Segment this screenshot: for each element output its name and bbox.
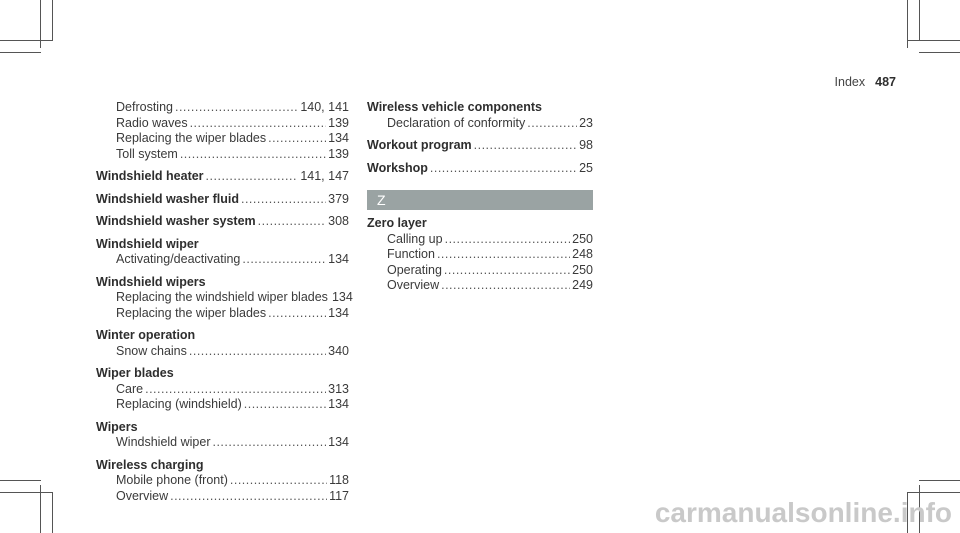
entry-label: Mobile phone (front) [116, 473, 228, 487]
page-reference[interactable]: 134 [328, 131, 349, 145]
index-subentry [367, 247, 593, 263]
index-subentry [96, 397, 349, 413]
entry-label: Winter operation [96, 328, 196, 342]
page-reference[interactable]: 134 [328, 252, 349, 266]
page-reference[interactable]: 134 [331, 290, 353, 304]
page-reference[interactable]: 118 [329, 473, 349, 487]
entry-label: Snow chains [116, 343, 187, 358]
page-reference[interactable]: 117 [329, 488, 349, 503]
entry-label: Zero layer [367, 216, 427, 230]
index-entry-heading [96, 214, 349, 230]
page-reference[interactable]: 98 [579, 138, 593, 152]
entry-label: Calling up [387, 231, 443, 246]
crop-mark [52, 493, 53, 533]
entry-label: Function [387, 247, 435, 261]
entry-label: Replacing the wiper blades [116, 131, 267, 145]
index-subentry [96, 100, 349, 116]
page-reference[interactable]: 141, 147 [300, 169, 349, 183]
entry-label: Replacing the windshield wiper blades [116, 290, 328, 304]
entry-label: Replacing the wiper blades [116, 305, 267, 320]
index-subentry [367, 263, 593, 279]
leader-dots [206, 169, 299, 185]
index-subentry [96, 344, 349, 360]
entry-label: Workshop [367, 160, 428, 175]
entry-label: Overview [387, 278, 440, 292]
leader-dots [258, 214, 326, 230]
leader-dots [430, 161, 577, 177]
entry-label: Wireless charging [96, 457, 204, 472]
index-subentry [96, 382, 349, 398]
index-entry [96, 192, 349, 208]
entry-label: Toll system [116, 146, 178, 161]
page-reference[interactable]: 139 [328, 115, 349, 130]
leader-dots [175, 100, 298, 116]
index-subentry [96, 147, 349, 163]
entry-label: Radio waves [116, 115, 188, 130]
entry-label: Care [116, 381, 144, 396]
crop-mark [52, 0, 53, 40]
crop-mark [907, 492, 960, 493]
index-entry-heading [96, 458, 349, 474]
index-entry-heading [96, 420, 349, 436]
entry-label: Activating/deactivating [116, 252, 241, 266]
crop-mark [0, 492, 53, 493]
index-entry [96, 214, 349, 230]
index-subentry [96, 116, 349, 132]
index-subentry [96, 252, 349, 268]
index-subentry [367, 232, 593, 248]
leader-dots [241, 192, 326, 208]
index-entry [367, 161, 593, 177]
index-entry [96, 458, 349, 505]
page-reference[interactable]: 134 [328, 435, 349, 449]
index-subentry [96, 489, 349, 505]
leader-dots [170, 489, 327, 505]
entry-label: Windshield washer fluid [96, 191, 239, 206]
index-subentry [96, 473, 349, 489]
index-entry [96, 274, 353, 322]
index-entry [96, 328, 349, 359]
page-reference[interactable]: 134 [328, 305, 349, 320]
index-entry-heading [96, 275, 349, 291]
crop-mark [907, 40, 960, 41]
page-reference[interactable]: 139 [328, 146, 349, 161]
page-reference[interactable]: 248 [572, 247, 593, 261]
leader-dots [527, 116, 577, 132]
index-entry [367, 138, 593, 154]
index-entry [96, 366, 349, 413]
entry-label: Defrosting [116, 100, 173, 114]
leader-dots [437, 247, 570, 263]
leader-dots [180, 147, 326, 163]
section-label: Index [834, 75, 866, 89]
leader-dots [474, 138, 577, 154]
leader-dots [230, 473, 327, 489]
crop-mark [0, 40, 53, 41]
section-letter-bar: Z [367, 190, 593, 210]
crop-mark [919, 52, 960, 53]
index-entry-heading [96, 169, 349, 185]
index-subentry [367, 278, 593, 294]
leader-dots [244, 397, 326, 413]
entry-label: Workout program [367, 138, 472, 152]
entry-label: Windshield wipers [96, 274, 206, 289]
entry-label: Windshield wiper [96, 236, 199, 251]
index-entry-heading [96, 192, 349, 208]
page-reference[interactable]: 134 [328, 397, 349, 411]
index-entry [96, 237, 349, 268]
index-entry-heading [96, 237, 349, 253]
crop-mark [919, 0, 920, 40]
index-entry [367, 100, 593, 131]
watermark: carmanualsonline.info [654, 497, 952, 528]
index-subentry [96, 290, 353, 306]
leader-dots [242, 252, 326, 268]
page-reference[interactable]: 250 [572, 262, 593, 277]
leader-dots [268, 306, 326, 322]
index-entry-heading [367, 100, 593, 116]
entry-label: Operating [387, 262, 442, 277]
leader-dots [189, 344, 326, 360]
entry-label: Windshield wiper [116, 435, 211, 449]
index-entry [96, 169, 349, 185]
leader-dots [441, 278, 570, 294]
page-number: 487 [875, 75, 896, 89]
page-reference[interactable]: 308 [328, 214, 349, 228]
page-reference[interactable]: 379 [328, 191, 349, 206]
leader-dots [212, 435, 326, 451]
index-entry-heading [367, 216, 593, 232]
page-reference[interactable]: 25 [579, 160, 593, 175]
entry-label: Declaration of conformity [387, 115, 526, 130]
index-subentry [96, 435, 349, 451]
entry-label: Windshield heater [96, 169, 204, 183]
index-column-left [96, 100, 353, 511]
crop-mark [0, 480, 41, 481]
leader-dots [445, 232, 571, 248]
index-entry-heading [367, 138, 593, 154]
page-reference[interactable]: 249 [572, 278, 593, 292]
index-subentry [96, 131, 349, 147]
page-reference[interactable]: 23 [579, 115, 593, 130]
entry-label: Replacing (windshield) [116, 397, 242, 411]
index-subentry [367, 116, 593, 132]
leader-dots [190, 116, 327, 132]
crop-mark [919, 480, 960, 481]
page-reference[interactable]: 250 [572, 231, 593, 246]
entry-label: Wipers [96, 419, 138, 434]
page-reference[interactable]: 140, 141 [300, 100, 349, 114]
entry-label: Wireless vehicle components [367, 100, 542, 114]
index-entry [367, 216, 593, 294]
leader-dots [444, 263, 570, 279]
leader-dots [268, 131, 326, 147]
leader-dots [145, 382, 326, 398]
index-entry [96, 100, 349, 162]
index-entry-heading [96, 328, 349, 344]
crop-mark [0, 52, 41, 53]
entry-label: Wiper blades [96, 366, 174, 380]
index-entry [96, 420, 349, 451]
entry-label: Windshield washer system [96, 214, 256, 228]
page-reference[interactable]: 313 [328, 381, 349, 396]
index-entry-heading [96, 366, 349, 382]
entry-label: Overview [116, 488, 169, 503]
index-column-right [367, 100, 593, 301]
index-entry-heading [367, 161, 593, 177]
index-subentry [96, 306, 349, 322]
page-header [835, 75, 896, 89]
page-reference[interactable]: 340 [328, 343, 349, 358]
